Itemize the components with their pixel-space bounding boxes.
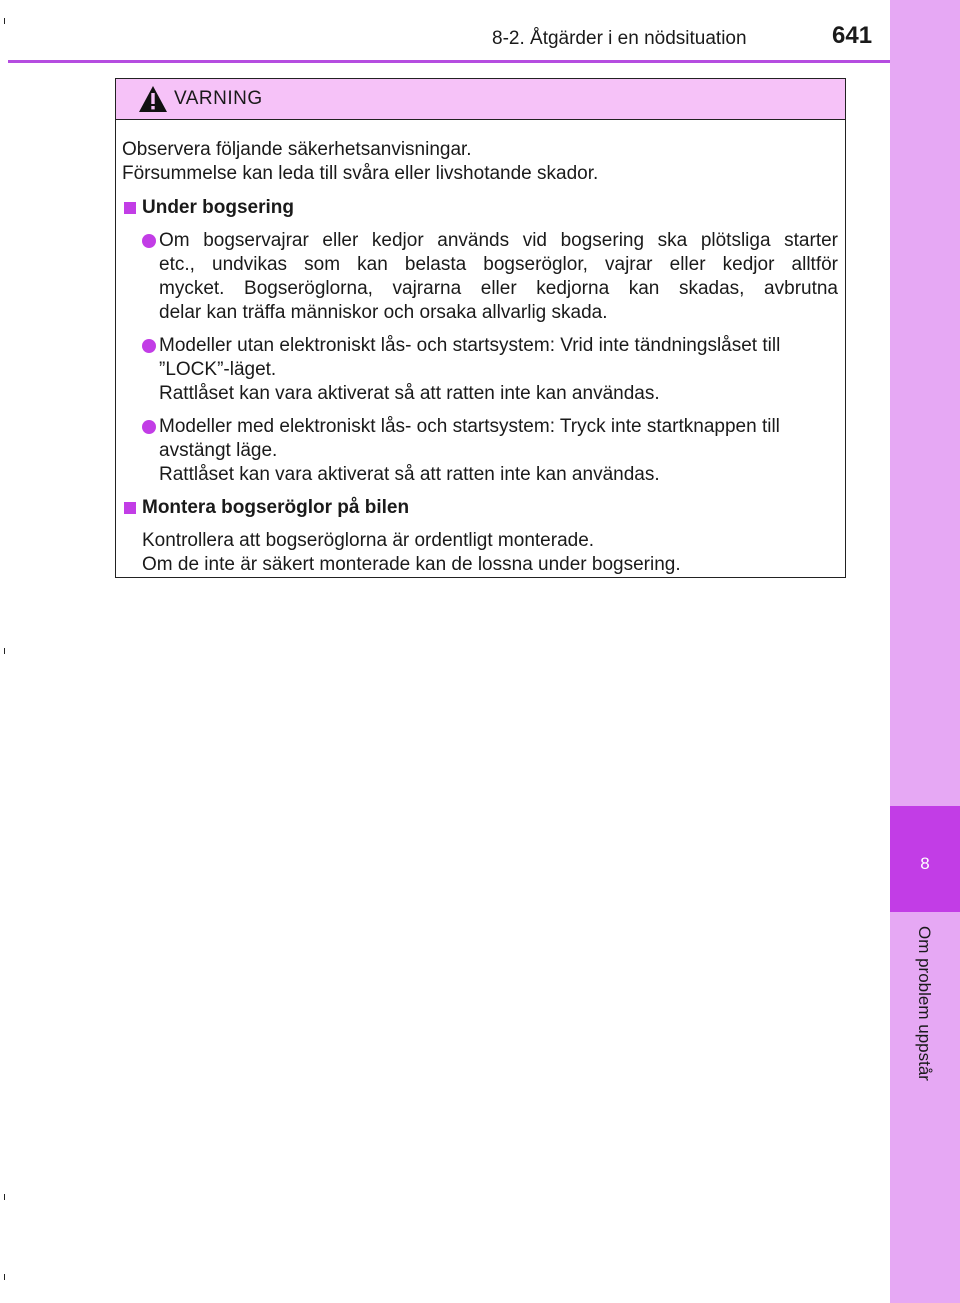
list-item xyxy=(122,334,838,406)
subheading-text: Under bogsering xyxy=(142,197,295,218)
item-line: Rattlåset kan vara aktiverat så att ratten inte kan användas. xyxy=(159,464,660,485)
list-item xyxy=(122,415,838,487)
circle-bullet-icon xyxy=(142,339,156,353)
crop-mark xyxy=(4,1194,5,1200)
item-line: Om bogservajrar eller kedjor används vid bogsering ska plötsliga starter xyxy=(159,230,838,251)
warning-title: VARNING xyxy=(174,88,263,109)
square-bullet-icon xyxy=(124,502,136,514)
chapter-tab[interactable] xyxy=(890,806,960,912)
crop-mark xyxy=(4,1274,5,1280)
subheading-text: Montera bogseröglor på bilen xyxy=(142,497,410,518)
warning-body xyxy=(116,120,845,577)
warning-intro xyxy=(122,138,838,186)
subheading-mount-eyes xyxy=(122,496,838,520)
item-line: delar kan träffa människor och orsaka allvarlig skada. xyxy=(159,302,608,323)
chapter-title-area xyxy=(890,918,960,1218)
paragraph-line: Om de inte är säkert monterade kan de lossna under bogsering. xyxy=(142,554,681,575)
chapter-number: 8 xyxy=(920,854,930,873)
crop-mark xyxy=(4,648,5,654)
page-number: 641 xyxy=(832,22,873,49)
intro-line: Försummelse kan leda till svåra eller livshotande skador. xyxy=(122,163,599,184)
item-line: avstängt läge. xyxy=(159,440,278,461)
paragraph-line: Kontrollera att bogseröglorna är ordentligt monterade. xyxy=(142,530,595,551)
section-title: 8-2. Åtgärder i en nödsituation xyxy=(492,28,747,49)
intro-line: Observera följande säkerhetsanvisningar. xyxy=(122,139,472,160)
item-line: ”LOCK”-läget. xyxy=(159,359,277,380)
item-line: etc., undvikas som kan belasta bogseröglor, vajrar eller kedjor alltför xyxy=(159,254,838,275)
warning-triangle-icon xyxy=(138,85,168,113)
circle-bullet-icon xyxy=(142,420,156,434)
item-line: Modeller utan elektroniskt lås- och startsystem: Vrid inte tändningslåset till xyxy=(159,335,781,356)
item-line: Rattlåset kan vara aktiverat så att ratten inte kan användas. xyxy=(159,383,660,404)
square-bullet-icon xyxy=(124,202,136,214)
warning-header xyxy=(116,79,845,120)
subheading-towing xyxy=(122,196,838,220)
header-rule xyxy=(8,60,890,63)
chapter-title: Om problem uppstår xyxy=(915,926,934,1081)
list-item xyxy=(122,229,838,325)
paragraph xyxy=(122,529,838,577)
crop-mark xyxy=(4,18,5,24)
item-line: mycket. Bogseröglorna, vajrarna eller kedjorna kan skadas, avbrutna xyxy=(159,278,838,299)
warning-box xyxy=(115,78,846,578)
item-line: Modeller med elektroniskt lås- och startsystem: Tryck inte startknappen till xyxy=(159,416,780,437)
circle-bullet-icon xyxy=(142,234,156,248)
